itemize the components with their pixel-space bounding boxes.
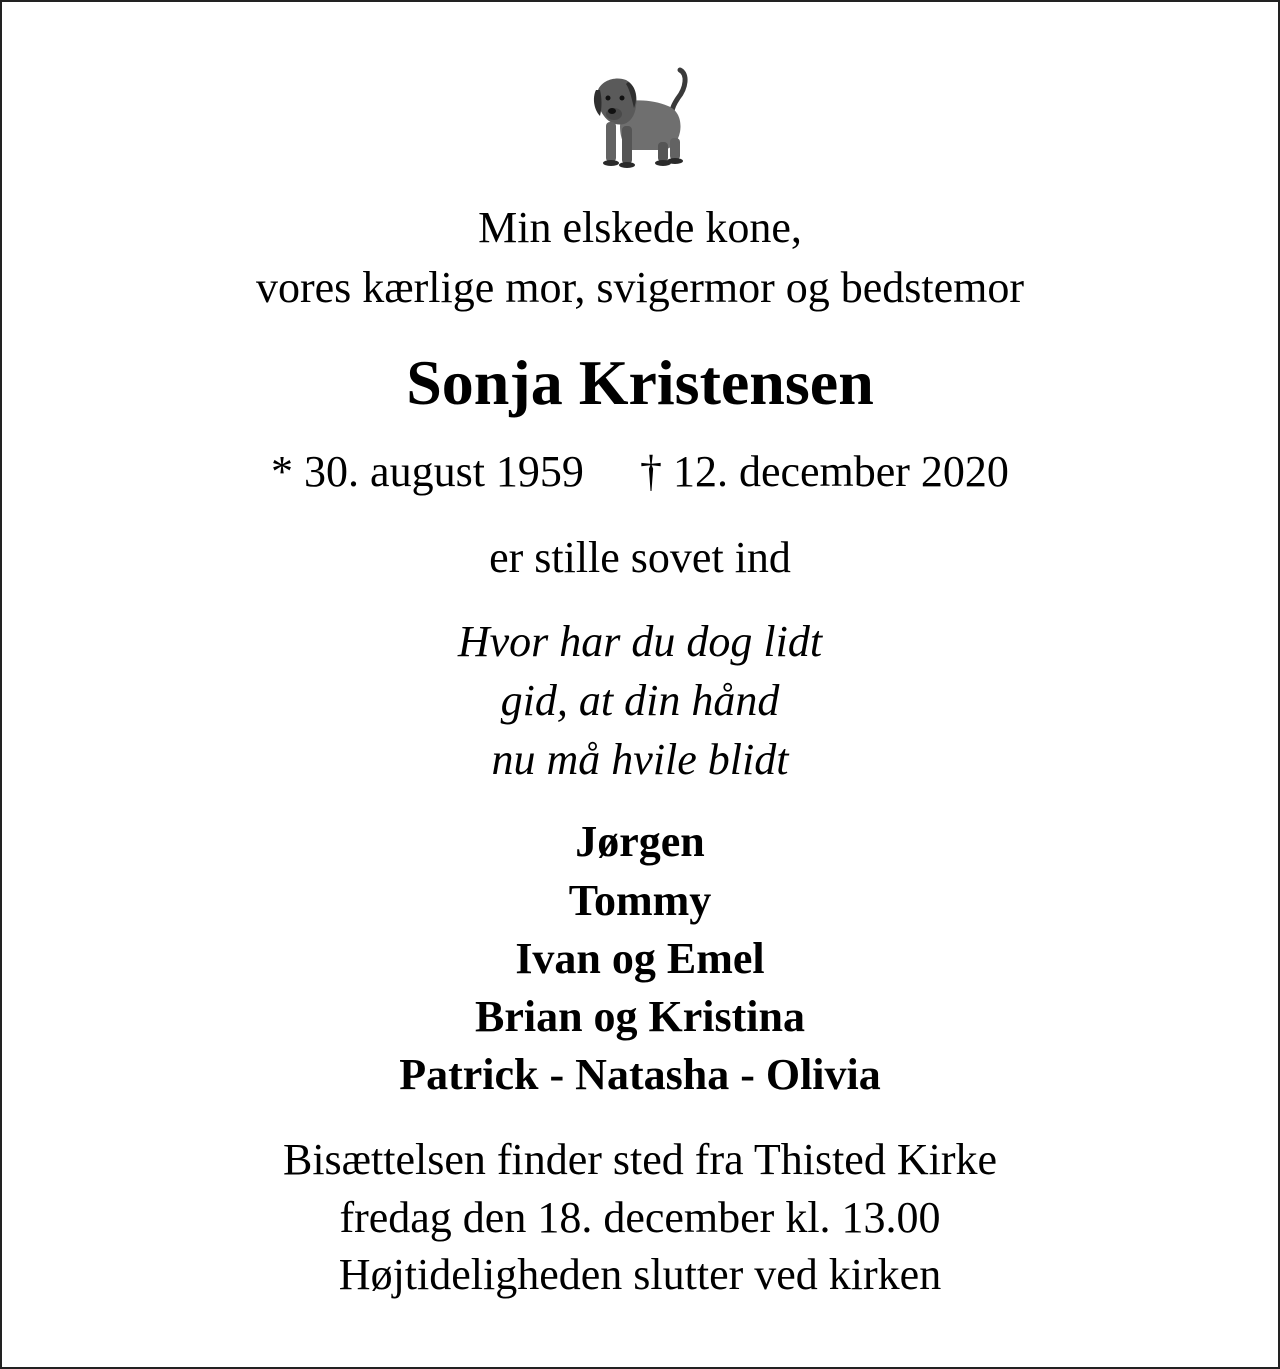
family-line-4: Brian og Kristina	[474, 992, 806, 1041]
verse-line-3: nu må hvile blidt	[491, 735, 789, 784]
family-line-2: Tommy	[568, 876, 712, 925]
family-line-5: Patrick - Natasha - Olivia	[399, 1050, 881, 1099]
life-dates	[2, 446, 1278, 497]
funeral-line-2: fredag den 18. december kl. 13.00	[339, 1193, 941, 1242]
funeral-line-3: Højtideligheden slutter ved kirken	[338, 1250, 942, 1299]
birth-date: 30. august 1959	[304, 447, 584, 496]
intro-line-1: Min elskede kone,	[478, 203, 802, 252]
death-symbol: †	[639, 447, 662, 496]
birth-symbol: *	[271, 447, 294, 496]
verse-line-2: gid, at din hånd	[500, 676, 780, 725]
deceased-name: Sonja Kristensen	[406, 347, 874, 418]
passed-text: er stille sovet ind	[489, 533, 791, 582]
puppy-icon	[592, 64, 696, 170]
death-date: 12. december 2020	[672, 447, 1009, 496]
funeral-line-1: Bisættelsen finder sted fra Thisted Kirke	[282, 1135, 998, 1184]
family-line-3: Ivan og Emel	[515, 934, 765, 983]
verse-line-1: Hvor har du dog lidt	[457, 617, 823, 666]
intro-line-2: vores kærlige mor, svigermor og bedstemor	[255, 263, 1025, 312]
family-line-1: Jørgen	[575, 817, 705, 866]
